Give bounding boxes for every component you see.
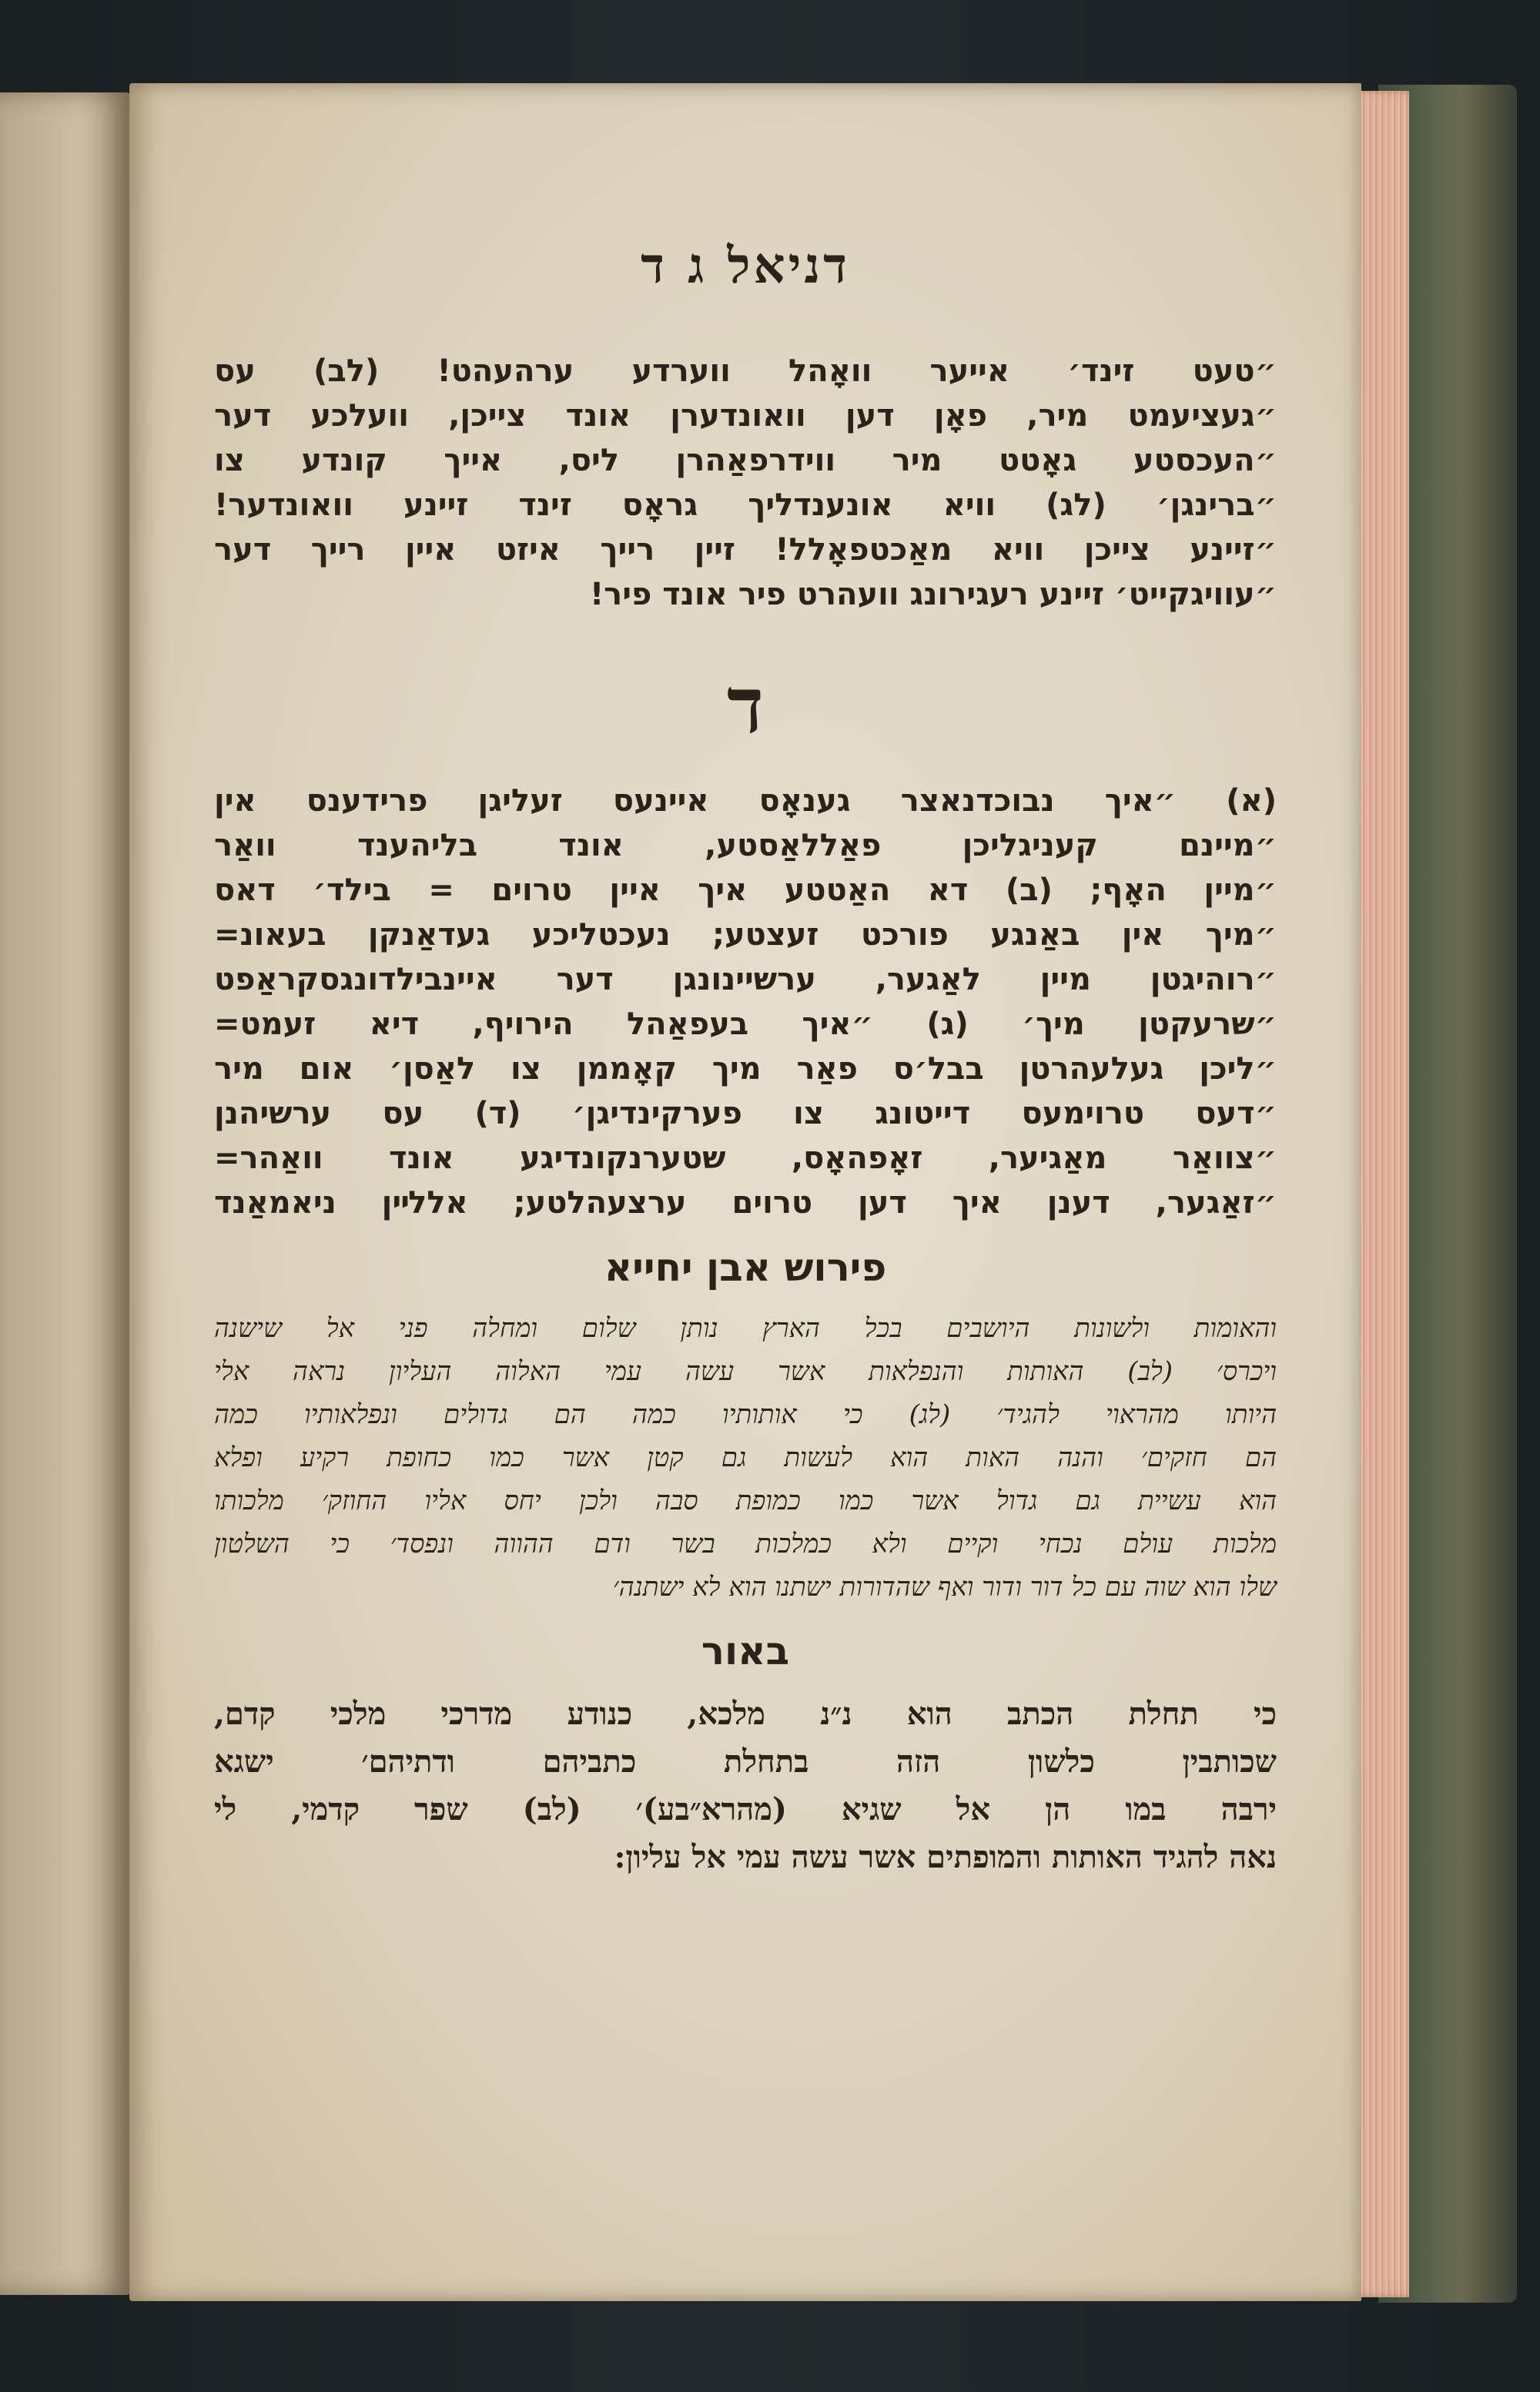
chapter4-text (214, 779, 1277, 1225)
commentary-line: הוא עשיית גם גדול אשר כמו כמופת סבה ולכן יחס אליו החוזק׳ מלכותו (214, 1486, 1277, 1516)
commentary-title-biur: באור (701, 1629, 790, 1673)
biur-line: שכותבין כלשון הזה בתחלת כתביהם ודתיהם׳ ישגא (214, 1744, 1277, 1780)
commentary-line: היותו מהראוי להגיד׳ (לג) כי אותותיו כמה הם גדולים ונפלאותיו כמה (214, 1399, 1277, 1430)
text-line: ״צוואַר מאַגיער, זאָפהאָס, שטערנקונדיגע אונד וואַהר= (214, 1141, 1277, 1176)
page-content (214, 237, 1277, 1881)
commentary-biur (214, 1690, 1277, 1881)
text-line: ״דעס טרוימעס דייטונג צו פערקינדיגן׳ (ד) עס ערשיהנן (214, 1096, 1277, 1131)
text-line: ״רוהיגטן מיין לאַגער, ערשיינונגן דער איינבילדונגסקראַפט (214, 962, 1277, 997)
chapter-heading: ד (726, 660, 765, 751)
text-line: ״זאַגער, דענן איך דען טרוים ערצעהלטע; אללײן ניאמאַנד (214, 1185, 1277, 1221)
facing-page-edge (0, 92, 131, 2295)
text-line: ״טעט זינד׳ אייער וואָהל ווערדע ערהעהט! (לב) עס (214, 353, 1277, 389)
text-line: ״זיינע צייכן וויא מאַכטפאָלל! זיין רייך איזט איין רייך דער (214, 532, 1277, 568)
commentary-line: ויכרס׳ (לב) האותות והנפלאות אשר עשה עמי האלוה העליון נראה אלי (214, 1356, 1277, 1387)
biur-line: כי תחלת הכתב הוא נ״נ מלכא, כנודע מדרכי מלכי קדם, (214, 1696, 1277, 1732)
text-line: ״עוויגקייט׳ זיינע רעגירונג וועהרט פיר אונד פיר! (589, 577, 1277, 612)
text-line: ״געציעמט מיר, פאָן דען וואונדערן אונד צייכן, וועלכע דער (214, 398, 1277, 434)
text-line: ״העכסטע גאָטט מיר ווידרפאַהרן ליס, אייך קונדע צו (214, 443, 1277, 478)
commentary-line: והאומות ולשונות היושבים בכל הארץ נותן שלום ומחלה פני אל שישנה (214, 1313, 1277, 1344)
text-line: (א) ״איך נבוכדנאצר גענאָס איינעס זעליגן פרידענס אין (214, 783, 1277, 819)
text-line: ״מיינם קעניגליכן פאַללאַסטע, אונד בליהענד וואַר (214, 828, 1277, 863)
chapter3-end-text (214, 349, 1277, 617)
book-page (129, 83, 1361, 2301)
commentary-title-ibn-yahya: פירוש אבן יחייא (604, 1245, 887, 1290)
text-line: ״מיך אין באַנגע פורכט זעצטע; נעכטליכע געדאַנקן בעאונ= (214, 917, 1277, 953)
text-line: ״שרעקטן מיך׳ (ג) ״איך בעפאַהל הירויף, דיא זעמט= (214, 1007, 1277, 1042)
commentary-line: מלכות עולם נכחי וקיים ולא כמלכות בשר ודם ההווה ונפסד׳ כי השלטון (214, 1529, 1277, 1559)
commentary-ibn-yahya (214, 1307, 1277, 1609)
running-head: דניאל ג ד (641, 237, 850, 295)
text-line: ״מיין האָף; (ב) דא האַטטע איך איין טרוים = בילד׳ דאס (214, 873, 1277, 908)
biur-line: ירבה במו הן אל שגיא (מהרא״בע)׳ (לב) שפר קדמי, לי (214, 1791, 1277, 1828)
text-line: ״ליכן געלעהרטן בבל׳ס פאַר מיך קאָממן צו לאַסן׳ אום מיר (214, 1051, 1277, 1087)
text-line: ״ברינגן׳ (לג) וויא אונענדליך גראָס זינד זיינע וואונדער! (214, 487, 1277, 523)
commentary-line: שלו הוא שוה עם כל דור ודור ואף שהדורות ישתנו הוא לא ישתנה׳ (612, 1572, 1277, 1603)
commentary-line: הם חזקים׳ והנה האות הוא לעשות גם קטן אשר כמו כחופת רקיע ופלא (214, 1442, 1277, 1473)
biur-line: נאה להגיד האותות והמופתים אשר עשה עמי אל עליון: (614, 1839, 1277, 1875)
